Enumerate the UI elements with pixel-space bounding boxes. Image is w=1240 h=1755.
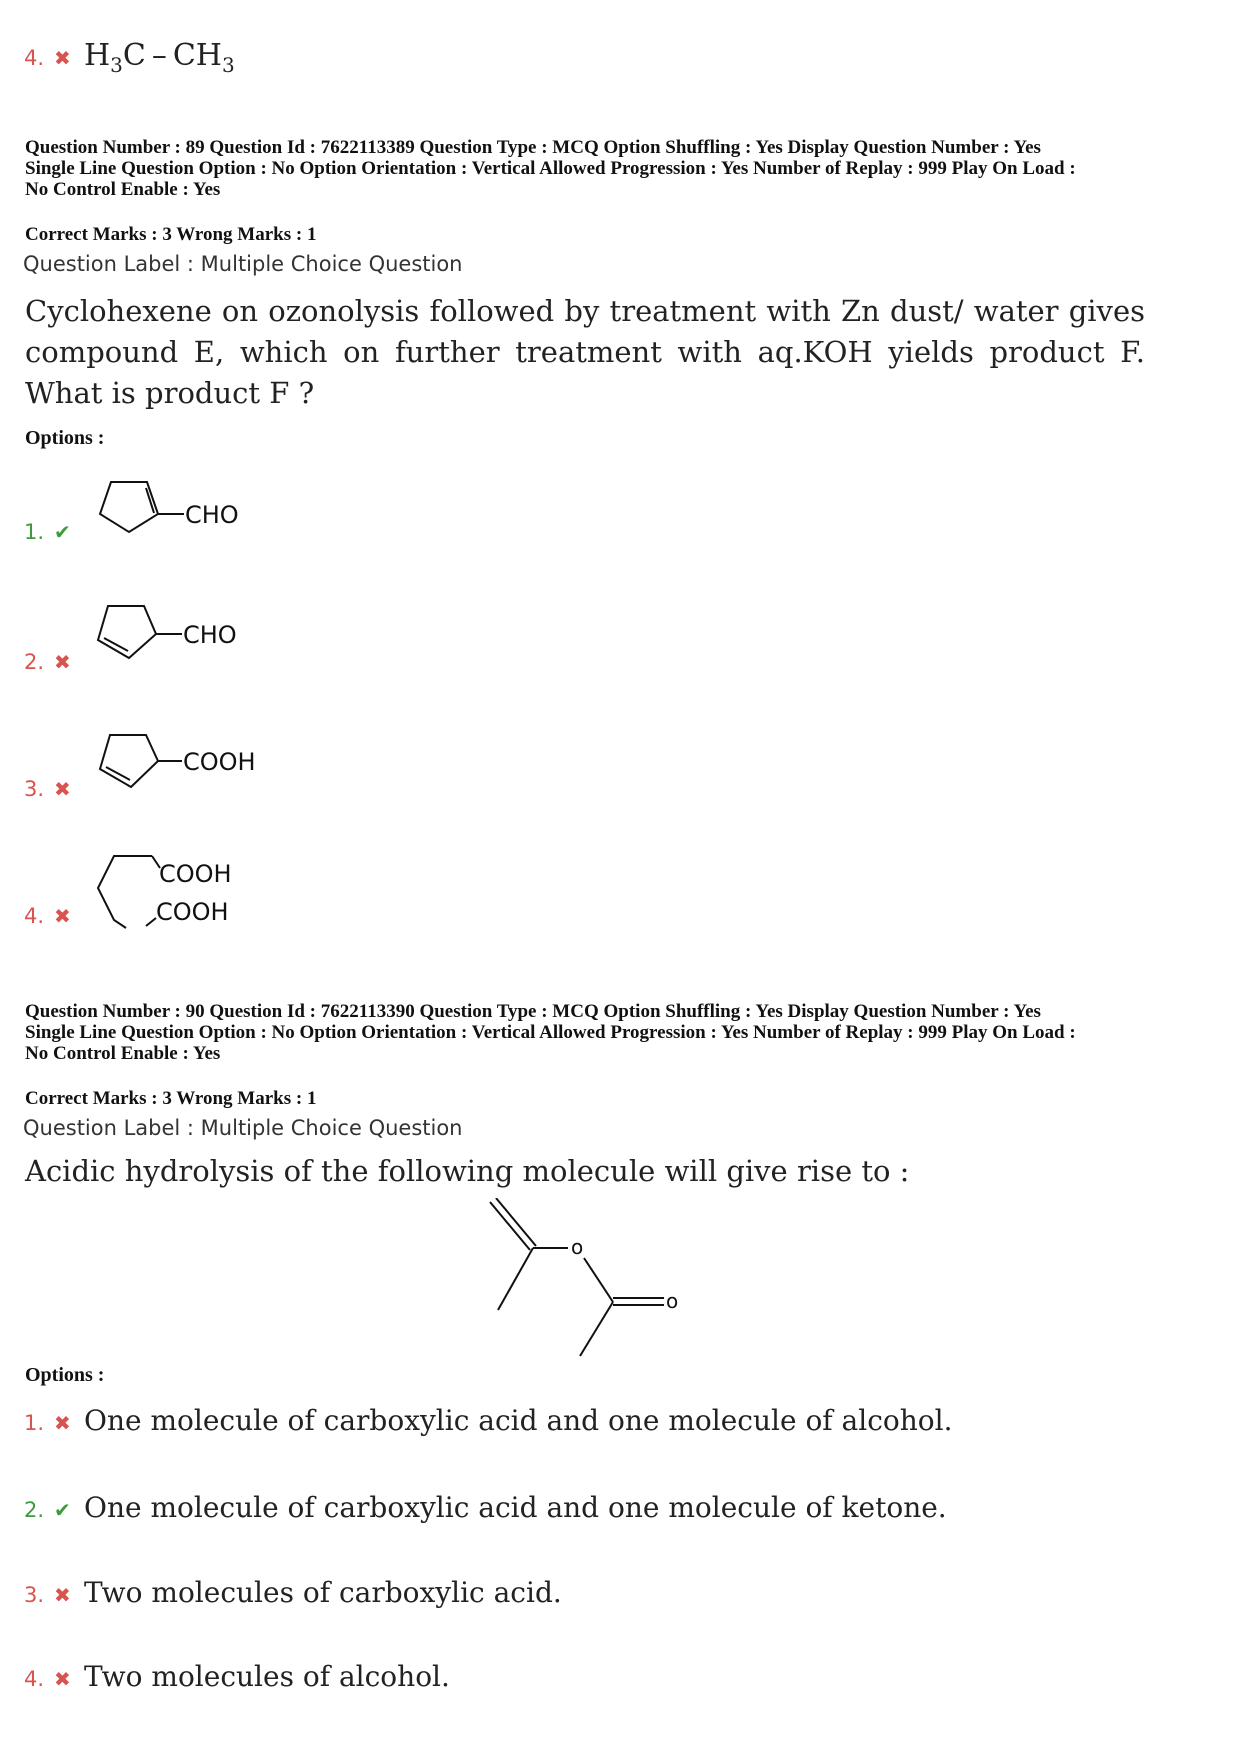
q90-option-2[interactable] (24, 1491, 947, 1524)
ether-oxygen-label: o (571, 1235, 584, 1259)
cross-mark-icon: ✖ (54, 650, 71, 674)
cross-mark-icon: ✖ (54, 777, 71, 801)
option-number: 1. (24, 520, 45, 544)
q90-option-3[interactable] (24, 1576, 562, 1609)
option-number: 1. (24, 1411, 45, 1435)
option-text: One molecule of carboxylic acid and one molecule of alcohol. (84, 1404, 953, 1437)
cooh-label: COOH (183, 748, 256, 776)
cross-mark-icon: ✖ (54, 1667, 71, 1691)
q90-question-text: Acidic hydrolysis of the following molecule will give rise to : (25, 1154, 910, 1188)
option-number: 4. (24, 1667, 45, 1691)
cross-mark-icon: ✖ (54, 1411, 71, 1435)
option-number: 2. (24, 1498, 45, 1522)
q90-meta-line-2: Single Line Question Option : No Option Orientation : Vertical Allowed Progression : Yes Number of Replay : 999 Play On Load : (25, 1022, 1076, 1043)
q89-marks: Correct Marks : 3 Wrong Marks : 1 (25, 224, 317, 245)
cyclopentene-carbaldehyde-structure (84, 598, 284, 678)
hexanedioic-acid-structure (84, 848, 284, 932)
option-number: 2. (24, 650, 45, 674)
q90-option-4[interactable] (24, 1660, 450, 1693)
q90-metadata (25, 1001, 1225, 1064)
q89-metadata (25, 137, 1225, 200)
q89-meta-line-3: No Control Enable : Yes (25, 179, 221, 200)
option-number: 4. (24, 904, 45, 928)
carbonyl-oxygen-label: o (666, 1289, 679, 1313)
cross-mark-icon: ✖ (54, 46, 71, 70)
q89-question-text: Cyclohexene on ozonolysis followed by treatment with Zn dust/ water gives compound E, which on further treatment with aq.KOH yields product F. What is product F ? (25, 294, 1145, 410)
previous-option-4 (24, 38, 235, 77)
cho-label: CHO (183, 621, 237, 649)
isopropenyl-acetate-structure (480, 1198, 700, 1358)
q90-meta-line-3: No Control Enable : Yes (25, 1043, 221, 1064)
q89-meta-line-1: Question Number : 89 Question Id : 7622113389 Question Type : MCQ Option Shuffling : Yes Display Question Number : Yes (25, 137, 1041, 158)
cross-mark-icon: ✖ (54, 1583, 71, 1607)
option-number: 3. (24, 777, 45, 801)
q90-marks: Correct Marks : 3 Wrong Marks : 1 (25, 1088, 317, 1109)
option-text: Two molecules of alcohol. (84, 1660, 450, 1693)
q90-question-label: Question Label : Multiple Choice Question (23, 1116, 463, 1140)
q89-option-4[interactable] (24, 848, 284, 932)
option-number: 4. (24, 46, 45, 70)
q90-meta-line-1: Question Number : 90 Question Id : 7622113390 Question Type : MCQ Option Shuffling : Yes Display Question Number : Yes (25, 1001, 1041, 1022)
cyclopentene-carbaldehyde-structure (84, 468, 284, 548)
q90-option-1[interactable] (24, 1404, 953, 1437)
cooh-top-label: COOH (159, 860, 232, 888)
q89-meta-line-2: Single Line Question Option : No Option Orientation : Vertical Allowed Progression : Yes Number of Replay : 999 Play On Load : (25, 158, 1076, 179)
cyclopentene-carboxylic-acid-structure (84, 725, 284, 805)
option-text: One molecule of carboxylic acid and one molecule of ketone. (84, 1491, 947, 1524)
option-text: Two molecules of carboxylic acid. (84, 1576, 562, 1609)
ethane-formula: $H_3C - CH_3$ (84, 38, 235, 77)
q89-option-1[interactable] (24, 468, 284, 548)
q89-option-3[interactable] (24, 725, 284, 805)
check-mark-icon: ✔ (54, 1498, 71, 1522)
check-mark-icon: ✔ (54, 520, 71, 544)
cooh-bottom-label: COOH (156, 898, 229, 926)
q90-options-label: Options : (25, 1364, 105, 1386)
q89-options-label: Options : (25, 427, 105, 449)
q89-option-2[interactable] (24, 598, 284, 678)
option-number: 3. (24, 1583, 45, 1607)
cho-label: CHO (185, 501, 239, 529)
q89-question-label: Question Label : Multiple Choice Question (23, 252, 463, 276)
cross-mark-icon: ✖ (54, 904, 71, 928)
